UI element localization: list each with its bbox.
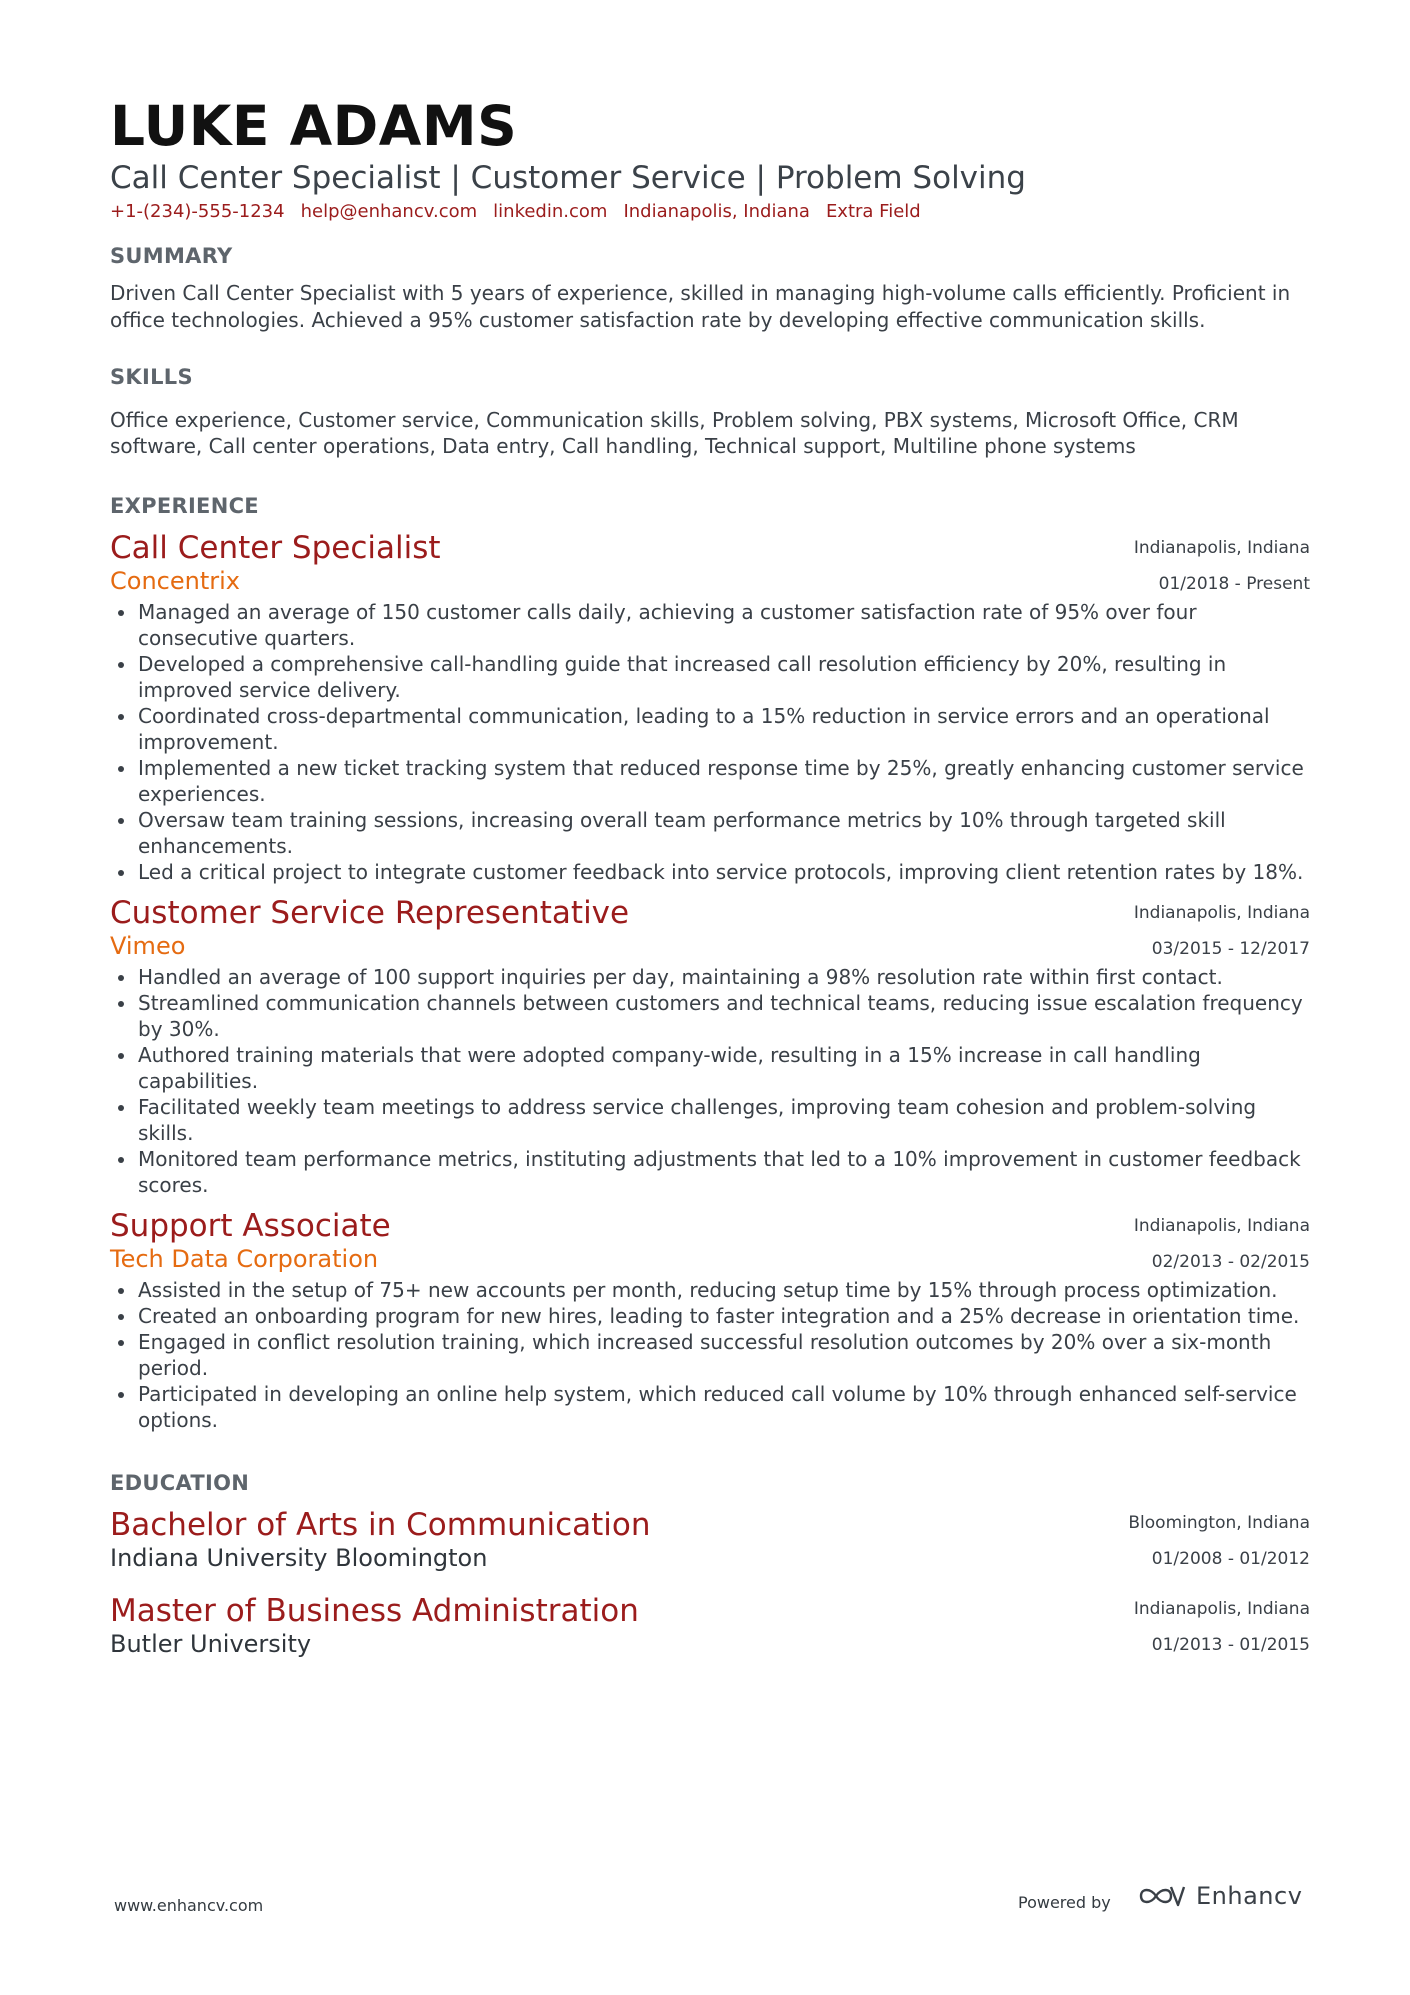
candidate-headline: Call Center Specialist | Customer Service | Problem Solving (110, 159, 1026, 196)
job-company: Vimeo (110, 931, 186, 960)
bullet-item: Assisted in the setup of 75+ new accounts per month, reducing setup time by 15% through process optimization. (110, 1277, 1310, 1303)
contact-email[interactable]: help@enhancv.com (300, 201, 478, 223)
education-school: Indiana University Bloomington (110, 1543, 488, 1572)
footer-website[interactable]: www.enhancv.com (114, 1896, 264, 1915)
education-degree: Bachelor of Arts in Communication (110, 1506, 651, 1543)
education-degree: Master of Business Administration (110, 1592, 639, 1629)
bullet-item: Implemented a new ticket tracking system that reduced response time by 25%, greatly enhancing customer service experiences. (110, 755, 1310, 807)
bullet-item: Oversaw team training sessions, increasing overall team performance metrics by 10% through targeted skill enhancements. (110, 807, 1310, 859)
section-title-experience: EXPERIENCE (110, 493, 259, 518)
job-location: Indianapolis, Indiana (1133, 1215, 1310, 1236)
job-dates: 02/2013 - 02/2015 (1151, 1251, 1310, 1272)
job-entry (110, 530, 1310, 885)
job-company: Tech Data Corporation (110, 1244, 379, 1273)
job-bullets (110, 964, 1310, 1198)
bullet-item: Created an onboarding program for new hires, leading to faster integration and a 25% decrease in orientation time. (110, 1303, 1310, 1329)
job-bullets (110, 599, 1310, 885)
job-entry (110, 1208, 1310, 1433)
summary-text: Driven Call Center Specialist with 5 years of experience, skilled in managing high-volume calls efficiently. Proficient in office technologies. Achieved a 95% customer satisfaction rate by developing effective communication skills. (110, 281, 1291, 332)
enhancv-brand-name: Enhancv (1196, 1882, 1303, 1910)
job-entry (110, 895, 1310, 1198)
section-title-skills: SKILLS (110, 365, 193, 390)
section-title-summary: SUMMARY (110, 244, 233, 269)
job-title: Customer Service Representative (110, 894, 630, 931)
bullet-item: Facilitated weekly team meetings to address service challenges, improving team cohesion and problem-solving skills. (110, 1094, 1310, 1146)
education-school: Butler University (110, 1629, 312, 1658)
resume-header (110, 96, 1310, 222)
bullet-item: Coordinated cross-departmental communication, leading to a 15% reduction in service errors and an operational improvement. (110, 703, 1310, 755)
footer-powered-by: Powered by (1018, 1893, 1111, 1912)
bullet-item: Participated in developing an online help system, which reduced call volume by 10% through enhanced self-service options. (110, 1381, 1310, 1433)
education-location: Indianapolis, Indiana (1133, 1598, 1310, 1619)
contact-location: Indianapolis, Indiana (623, 201, 810, 223)
enhancv-logo-icon (1138, 1883, 1186, 1909)
enhancv-logo[interactable] (1138, 1882, 1302, 1910)
education-entry (110, 1507, 1310, 1573)
contact-phone[interactable]: +1-(234)-555-1234 (110, 201, 285, 223)
job-company: Concentrix (110, 567, 240, 595)
bullet-item: Monitored team performance metrics, instituting adjustments that led to a 10% improvement in customer feedback scores. (110, 1146, 1310, 1198)
candidate-name: LUKE ADAMS (110, 94, 518, 158)
bullet-item: Developed a comprehensive call-handling guide that increased call resolution efficiency by 20%, resulting in improved service delivery. (110, 651, 1310, 703)
education-entry (110, 1593, 1310, 1659)
experience-section (110, 494, 1310, 1433)
job-location: Indianapolis, Indiana (1133, 902, 1310, 923)
bullet-item: Handled an average of 100 support inquiries per day, maintaining a 98% resolution rate within first contact. (110, 964, 1310, 990)
job-dates: 01/2018 - Present (1158, 573, 1310, 594)
bullet-item: Managed an average of 150 customer calls daily, achieving a customer satisfaction rate of 95% over four consecutive quarters. (110, 599, 1310, 651)
job-dates: 03/2015 - 12/2017 (1151, 938, 1310, 959)
education-section (110, 1471, 1310, 1659)
contact-bar (110, 201, 1310, 222)
education-dates: 01/2008 - 01/2012 (1151, 1548, 1310, 1569)
bullet-item: Streamlined communication channels between customers and technical teams, reducing issue escalation frequency by 30%. (110, 990, 1310, 1042)
contact-extra-field: Extra Field (825, 201, 921, 223)
job-title: Call Center Specialist (110, 529, 441, 566)
summary-section (110, 244, 1310, 333)
section-title-education: EDUCATION (110, 1470, 250, 1495)
job-location: Indianapolis, Indiana (1133, 537, 1310, 558)
contact-linkedin[interactable]: linkedin.com (493, 201, 608, 223)
bullet-item: Led a critical project to integrate customer feedback into service protocols, improving client retention rates by 18%. (110, 859, 1310, 885)
bullet-item: Authored training materials that were adopted company-wide, resulting in a 15% increase in call handling capabilities. (110, 1042, 1310, 1094)
education-dates: 01/2013 - 01/2015 (1151, 1634, 1310, 1655)
education-location: Bloomington, Indiana (1128, 1512, 1310, 1533)
job-title: Support Associate (110, 1207, 391, 1244)
job-bullets (110, 1277, 1310, 1433)
skills-text: Office experience, Customer service, Communication skills, Problem solving, PBX systems, Microsoft Office, CRM software, Call center operations, Data entry, Call handling, Technical support, Multiline phone systems (110, 408, 1239, 459)
resume-document (110, 96, 1310, 1659)
skills-section (110, 365, 1310, 460)
bullet-item: Engaged in conflict resolution training, which increased successful resolution outcomes by 20% over a six-month period. (110, 1329, 1310, 1381)
